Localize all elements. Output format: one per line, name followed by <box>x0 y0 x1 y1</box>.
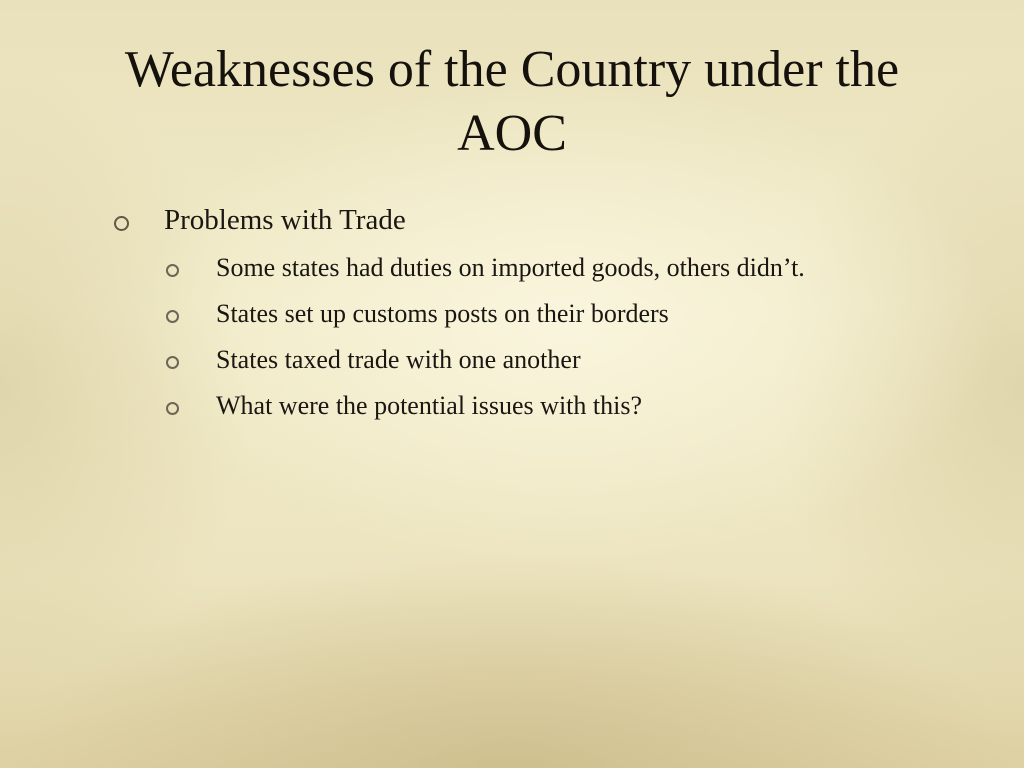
hollow-circle-bullet-icon <box>166 402 179 415</box>
hollow-circle-bullet-icon <box>114 216 129 231</box>
bullet-text: Problems with Trade <box>164 204 406 236</box>
slide-content <box>112 200 872 434</box>
sub-bullet-item-potential-issues <box>112 388 872 424</box>
bullet-item-problems-with-trade <box>112 200 872 240</box>
sub-bullet-text: States taxed trade with one another <box>216 345 581 374</box>
slide-title: Weaknesses of the Country under the AOC <box>124 41 900 162</box>
sub-bullet-text: States set up customs posts on their borders <box>216 299 669 328</box>
sub-bullet-item-customs-posts <box>112 296 872 332</box>
sub-bullet-item-duties <box>112 250 872 286</box>
sub-bullet-item-taxed-trade <box>112 342 872 378</box>
hollow-circle-bullet-icon <box>166 356 179 369</box>
sub-bullet-text: What were the potential issues with this? <box>216 391 643 420</box>
hollow-circle-bullet-icon <box>166 310 179 323</box>
sub-bullet-text: Some states had duties on imported goods, others didn’t. <box>216 253 805 282</box>
hollow-circle-bullet-icon <box>166 264 179 277</box>
